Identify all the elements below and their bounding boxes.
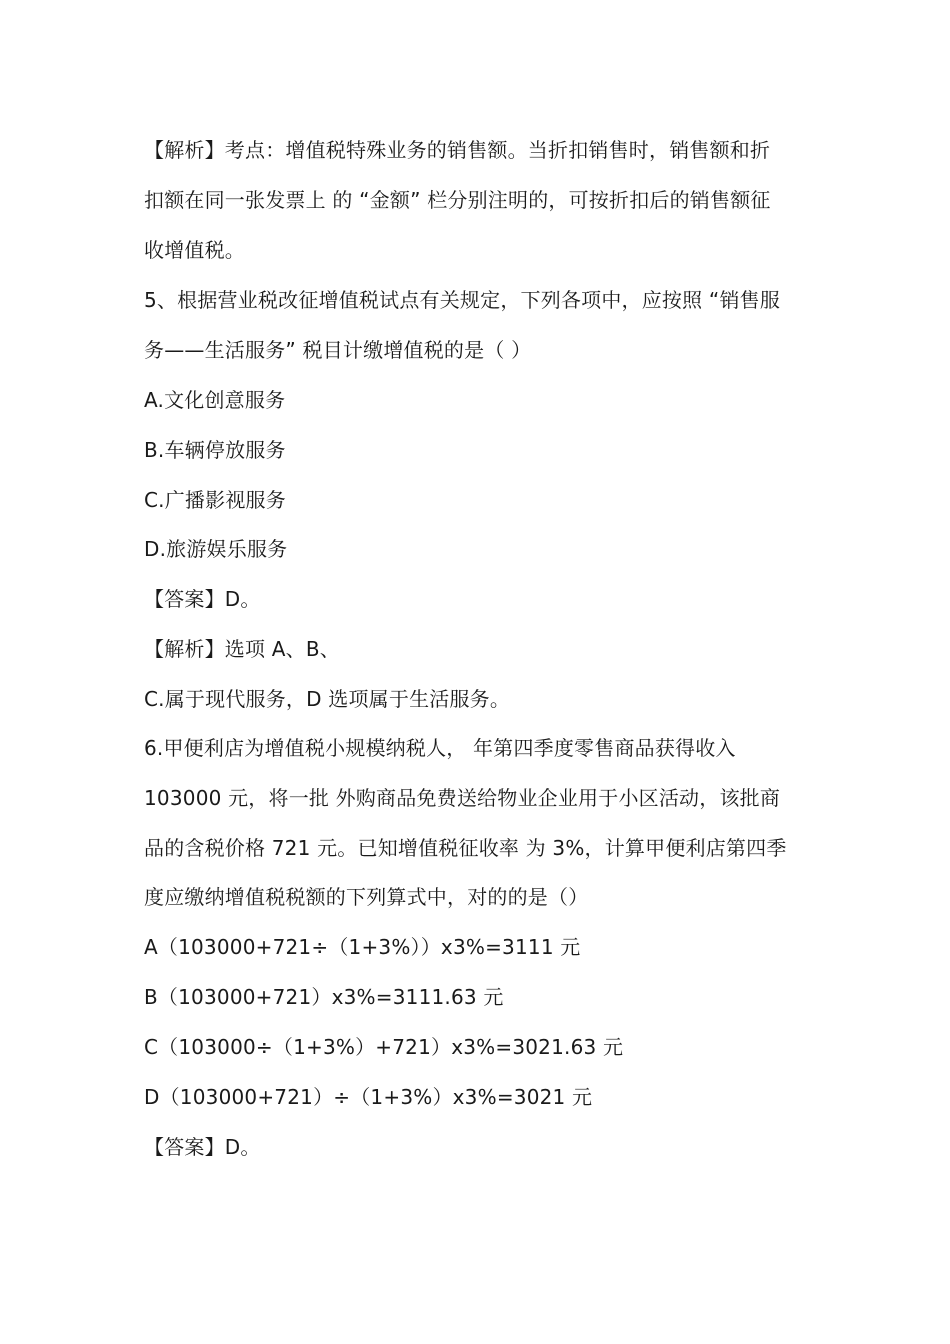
question-5-line-2: 务——生活服务” 税目计缴增值税的是（ ） — [144, 338, 532, 362]
option-6-c: C（103000÷（1+3%）+721）x3%=3021.63 元 — [144, 1035, 624, 1059]
option-d: D.旅游娱乐服务 — [144, 537, 288, 561]
analysis-line-3: 收增值税。 — [144, 238, 245, 262]
question-5-line-1: 5、根据营业税改征增值税试点有关规定，下列各项中，应按照 “销售服 — [144, 288, 781, 312]
option-c: C.广播影视服务 — [144, 488, 286, 512]
option-6-a: A（103000+721÷（1+3%））x3%=3111 元 — [144, 935, 581, 959]
analysis-5-line-1: 【解析】选项 A、B、 — [144, 637, 340, 661]
analysis-line-2: 扣额在同一张发票上 的 “金额” 栏分别注明的，可按折扣后的销售额征 — [144, 188, 771, 212]
question-6-line-2: 103000 元，将一批 外购商品免费送给物业企业用于小区活动，该批商 — [144, 786, 781, 810]
question-6-line-1: 6.甲便利店为增值税小规模纳税人， 年第四季度零售商品获得收入 — [144, 736, 736, 760]
answer-5: 【答案】D。 — [144, 587, 261, 611]
option-b: B.车辆停放服务 — [144, 438, 286, 462]
option-6-b: B（103000+721）x3%=3111.63 元 — [144, 985, 504, 1009]
option-a: A.文化创意服务 — [144, 388, 286, 412]
answer-6: 【答案】D。 — [144, 1135, 261, 1159]
analysis-5-line-2: C.属于现代服务，D 选项属于生活服务。 — [144, 687, 511, 711]
question-6-line-4: 度应缴纳增值税税额的下列算式中，对的的是（） — [144, 885, 589, 909]
question-6-line-3: 品的含税价格 721 元。已知增值税征收率 为 3%，计算甲便利店第四季 — [144, 836, 787, 860]
option-6-d: D（103000+721）÷（1+3%）x3%=3021 元 — [144, 1085, 593, 1109]
analysis-line-1: 【解析】考点：增值税特殊业务的销售额。当折扣销售时，销售额和折 — [144, 138, 771, 162]
